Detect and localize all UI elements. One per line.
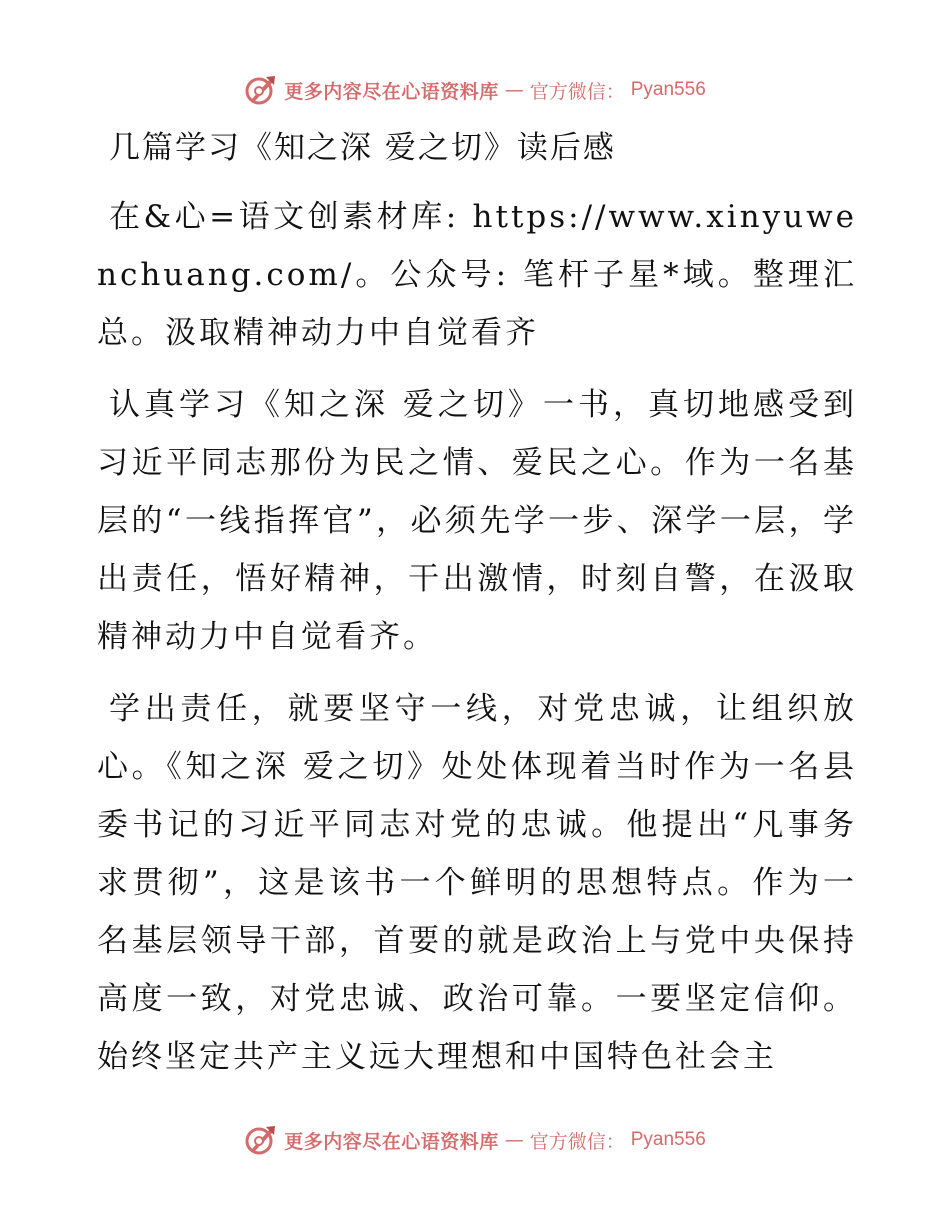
quill-logo-icon [244, 1123, 278, 1157]
header-watermark [0, 70, 950, 110]
watermark-separator: — [504, 79, 524, 101]
paragraph-text: 学出责任，就要坚守一线，对党忠诚，让组织放心。《知之深 爱之切》处处体现着当时作为一名县委书记的习近平同志对党的忠诚。他提出“凡事务求贯彻”，这是该书一个鲜明的思想特点。作为一名基层领导干部，首要的就是政治上与党中央保持高度一致，对党忠诚、政治可靠。一要坚定信仰。始终坚定共产主义远大理想和中国特色社会主 [97, 691, 857, 1075]
watermark-separator: — [504, 1129, 524, 1151]
document-body [97, 120, 857, 1086]
paragraph-source [97, 188, 857, 362]
paragraph-responsibility [97, 680, 857, 1086]
watermark-wechat-label: 官方微信： [529, 1130, 625, 1153]
paragraph-intro [97, 376, 857, 666]
quill-logo-icon [244, 73, 278, 107]
watermark-text: 更多内容尽在心语资料库 [284, 80, 499, 103]
paragraph-text: 在&心=语文创素材库: https://www.xinyuwenchuang.com/。公众号: 笔杆子星*域。整理汇总。汲取精神动力中自觉看齐 [97, 199, 857, 351]
footer-watermark [0, 1120, 950, 1160]
watermark-wechat-id: Pyan556 [630, 1129, 706, 1150]
watermark-wechat-id: Pyan556 [630, 79, 706, 100]
watermark-text: 更多内容尽在心语资料库 [284, 1130, 499, 1153]
watermark-wechat-label: 官方微信： [529, 80, 625, 103]
document-title: 几篇学习《知之深 爱之切》读后感 [109, 130, 616, 166]
paragraph-text: 认真学习《知之深 爱之切》一书，真切地感受到习近平同志那份为民之情、爱民之心。作为一名基层的“一线指挥官”，必须先学一步、深学一层，学出责任，悟好精神，干出激情，时刻自警，在汲取精神动力中自觉看齐。 [97, 387, 857, 655]
